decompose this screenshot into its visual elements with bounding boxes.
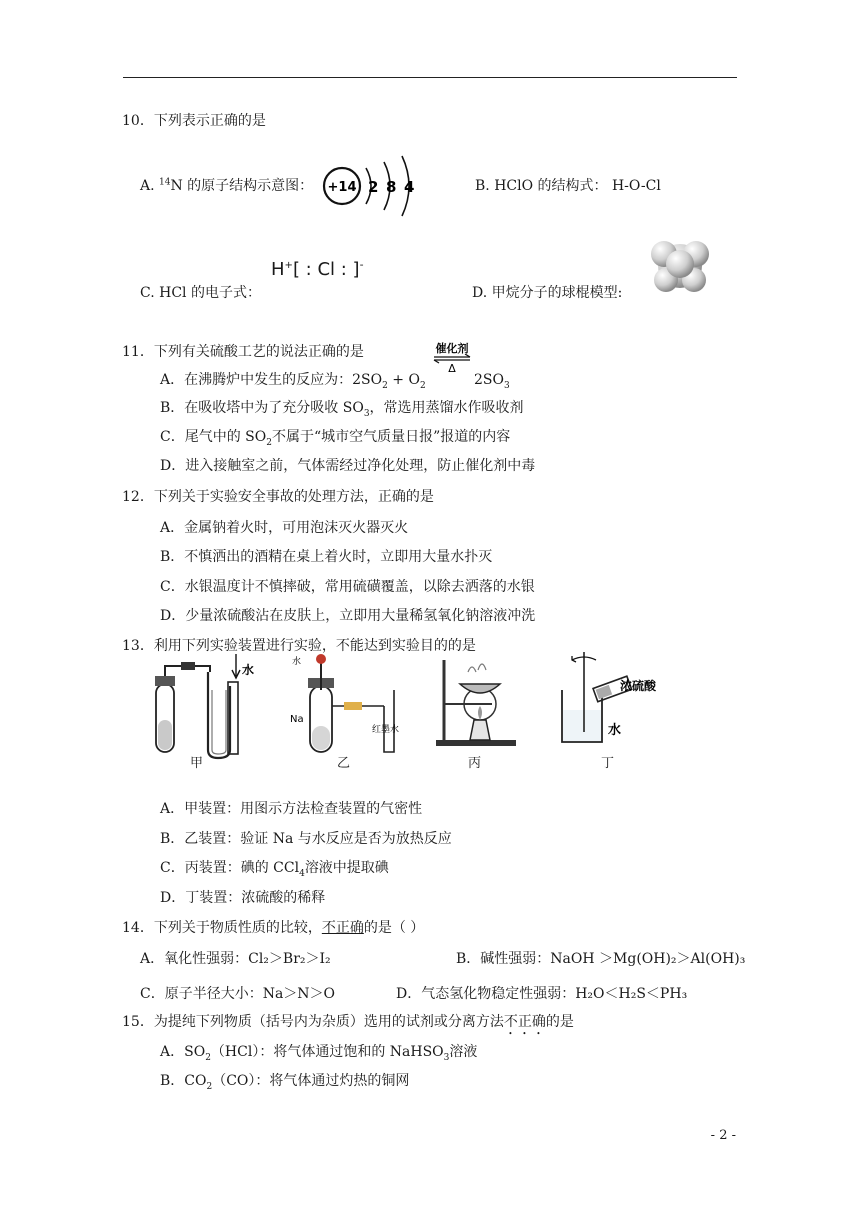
label-jia: 甲 (190, 756, 204, 771)
yi-ink-label: 红墨水 (372, 725, 400, 735)
catalyst-label: 催化剂 (435, 342, 469, 355)
catalyst-arrow (432, 340, 472, 374)
label-bing: 丙 (468, 756, 482, 771)
apparatus-jia (148, 650, 258, 760)
hcl-electron-formula: H+[ : Cl : ]- (271, 258, 364, 280)
label-yi: 乙 (337, 756, 351, 771)
q13-option-c: C．丙装置：碘的 CCl$_4$溶液中提取碘 (160, 860, 389, 879)
q15-emphasis: 不正确 (503, 1014, 546, 1030)
q15-option-a: A．$SO_2(HCl)$：将气体通过饱和的 NaHSO$_3$溶液 (160, 1044, 478, 1063)
q15-option-b: B．$CO_2(CO)$：将气体通过灼热的铜网 (160, 1073, 410, 1092)
q12-stem: 12．下列关于实验安全事故的处理方法，正确的是 (122, 489, 434, 505)
ding-acid-label: 浓硫酸 (620, 679, 657, 693)
q10-stem: 10．下列表示正确的是 (122, 113, 266, 129)
page-number: - 2 - (710, 1128, 736, 1143)
shell-2: 8 (386, 178, 397, 196)
q11-option-b: B．在吸收塔中为了充分吸收 $SO_3$，常选用蒸馏水作吸收剂 (160, 400, 524, 419)
yi-water-label: 水 (292, 657, 302, 667)
q10-option-d: D. 甲烷分子的球棍模型: (472, 285, 623, 301)
q11-option-d: D．进入接触室之前，气体需经过净化处理，防止催化剂中毒 (160, 458, 536, 474)
apparatus-yi (288, 650, 400, 760)
nucleus-label: +14 (327, 180, 357, 195)
q14-option-c: C．原子半径大小：Na＞N＞O (140, 986, 336, 1002)
q14-option-d: D．气态氢化物稳定性强弱：H₂O＜H₂S＜PH₃ (396, 986, 688, 1002)
q11-stem: 11．下列有关硫酸工艺的说法正确的是 (122, 344, 364, 360)
atom-structure-diagram (322, 154, 422, 218)
q10-a-text: N 的原子结构示意图： (170, 178, 314, 194)
q14-emphasis: 不正确 (321, 920, 364, 936)
shell-3: 4 (404, 178, 415, 196)
methane-model-image (646, 232, 714, 298)
q10-option-c: C. HCl 的电子式： (140, 285, 261, 301)
q10-option-b: B. HClO 的结构式： H-O-Cl (475, 178, 661, 194)
apparatus-bing (432, 650, 522, 750)
q12-option-a: A．金属钠着火时，可用泡沫灭火器灭火 (160, 520, 409, 536)
q13-option-a: A．甲装置：用图示方法检查装置的气密性 (160, 801, 423, 817)
q13-option-d: D．丁装置：浓硫酸的稀释 (160, 890, 326, 906)
q15-stem: 15．为提纯下列物质（括号内为杂质）选用的试剂或分离方法不正确的是 (122, 1014, 574, 1030)
q13-stem: 13．利用下列实验装置进行实验，不能达到实验目的的是 (122, 638, 476, 654)
label-ding: 丁 (601, 756, 615, 771)
q11-option-a-product: $2SO_3$ (474, 372, 510, 391)
q13-option-b: B．乙装置：验证 Na 与水反应是否为放热反应 (160, 831, 452, 847)
q11-option-c: C．尾气中的 $SO_2$不属于“城市空气质量日报”报道的内容 (160, 429, 511, 448)
yi-na-label: Na (290, 714, 304, 725)
jia-water-label: 水 (242, 663, 255, 677)
q10-option-a (140, 176, 313, 196)
q14-option-a: A．氧化性强弱：Cl₂＞Br₂＞I₂ (140, 951, 331, 967)
q14-stem: 14．下列关于物质性质的比较，不正确的是（ ） (122, 920, 425, 936)
q14-option-b: B．碱性强弱：NaOH ＞Mg(OH)₂＞Al(OH)₃ (456, 951, 746, 967)
header-rule (123, 77, 737, 78)
apparatus-ding (552, 648, 678, 748)
q10-a-mass-number: 14 (159, 177, 171, 188)
q12-option-d: D．少量浓硫酸沾在皮肤上，立即用大量稀氢氧化钠溶液冲洗 (160, 608, 536, 624)
q12-option-c: C．水银温度计不慎摔破，常用硫磺覆盖，以除去洒落的水银 (160, 579, 535, 595)
q12-option-b: B．不慎洒出的酒精在桌上着火时，立即用大量水扑灭 (160, 549, 493, 565)
q11-option-a: A．在沸腾炉中发生的反应为：$2SO_2 + O_2$ (160, 372, 426, 391)
ding-water-label: 水 (608, 723, 622, 738)
shell-1: 2 (368, 178, 379, 196)
q10-a-label: A. (140, 178, 155, 194)
heat-symbol: Δ (448, 362, 456, 374)
